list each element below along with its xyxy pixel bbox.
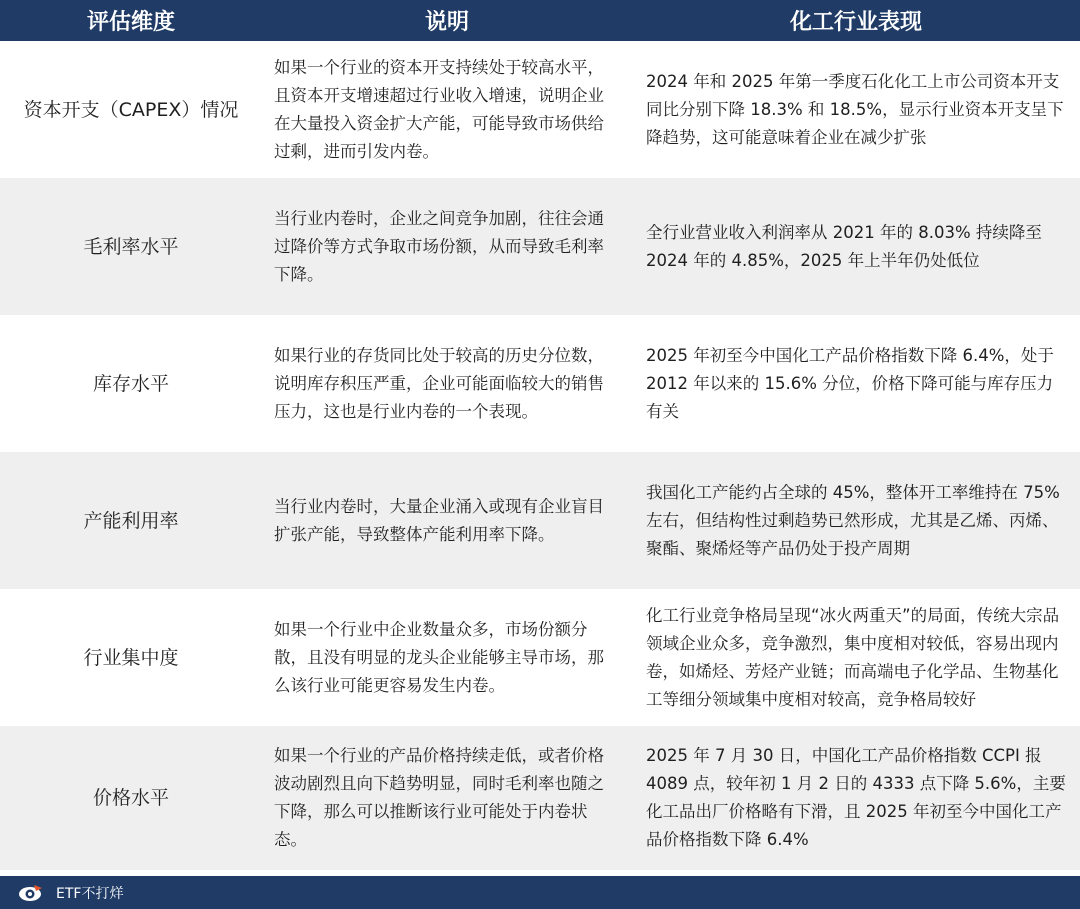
footer-bar <box>0 876 1080 909</box>
performance-cell <box>632 726 1080 870</box>
performance-cell <box>632 589 1080 726</box>
dimension-text: 资本开支（CAPEX）情况 <box>23 98 239 121</box>
header-dimension: 评估维度 <box>86 10 175 35</box>
table-row <box>0 41 1080 178</box>
description-cell <box>262 315 632 452</box>
description-text: 如果一个行业中企业数量众多，市场份额分散，且没有明显的龙头企业能够主导市场，那么该行业可能更容易发生内卷。 <box>274 619 604 695</box>
header-description: 说明 <box>424 10 469 35</box>
performance-text: 全行业营业收入利润率从 2021 年的 8.03% 持续降至 2024 年的 4.85%，2025 年上半年仍处低位 <box>646 222 1042 270</box>
performance-text: 2024 年和 2025 年第一季度石化化工上市公司资本开支同比分别下降 18.3% 和 18.5%，显示行业资本开支呈下降趋势，这可能意味着企业在减少扩张 <box>646 71 1064 147</box>
dimension-cell <box>0 452 262 589</box>
dimension-cell <box>0 41 262 178</box>
description-cell <box>262 41 632 178</box>
performance-cell <box>632 315 1080 452</box>
description-cell <box>262 726 632 870</box>
dimension-text: 毛利率水平 <box>83 235 179 258</box>
table-header-row <box>0 0 1080 41</box>
eye-logo-icon <box>16 881 46 905</box>
table-row <box>0 178 1080 315</box>
table-row <box>0 452 1080 589</box>
performance-text: 我国化工产能约占全球的 45%，整体开工率维持在 75% 左右，但结构性过剩趋势已然形成，尤其是乙烯、丙烯、聚酯、聚烯烃等产品仍处于投产周期 <box>646 482 1060 558</box>
performance-cell <box>632 41 1080 178</box>
performance-cell <box>632 178 1080 315</box>
table-row <box>0 315 1080 452</box>
brand-name: ETF不打烊 <box>56 885 124 902</box>
description-text: 当行业内卷时，大量企业涌入或现有企业盲目扩张产能，导致整体产能利用率下降。 <box>274 496 604 544</box>
description-cell <box>262 452 632 589</box>
dimension-text: 产能利用率 <box>83 509 179 532</box>
dimension-text: 库存水平 <box>92 372 169 395</box>
table-row <box>0 726 1080 870</box>
performance-cell <box>632 452 1080 589</box>
description-text: 如果一个行业的产品价格持续走低，或者价格波动剧烈且向下趋势明显，同时毛利率也随之下降，那么可以推断该行业可能处于内卷状态。 <box>274 746 604 849</box>
description-cell <box>262 589 632 726</box>
table-row <box>0 589 1080 726</box>
table-body <box>0 41 1080 870</box>
description-cell <box>262 178 632 315</box>
dimension-cell <box>0 589 262 726</box>
dimension-text: 价格水平 <box>92 787 169 809</box>
dimension-cell <box>0 315 262 452</box>
dimension-cell <box>0 726 262 870</box>
performance-text: 2025 年初至今中国化工产品价格指数下降 6.4%，处于 2012 年以来的 15.6% 分位，价格下降可能与库存压力有关 <box>646 345 1054 421</box>
description-text: 如果一个行业的资本开支持续处于较高水平，且资本开支增速超过行业收入增速，说明企业在大量投入资金扩大产能，可能导致市场供给过剩，进而引发内卷。 <box>274 57 604 161</box>
description-text: 如果行业的存货同比处于较高的历史分位数，说明库存积压严重，企业可能面临较大的销售压力，这也是行业内卷的一个表现。 <box>274 345 604 421</box>
performance-text: 2025 年 7 月 30 日，中国化工产品价格指数 CCPI 报 4089 点，较年初 1 月 2 日的 4333 点下降 5.6%，主要化工品出厂价格略有下滑，且 2025 年初至今中国化工产品价格指数下降 6.4% <box>646 746 1066 849</box>
description-text: 当行业内卷时，企业之间竞争加剧，往往会通过降价等方式争取市场份额，从而导致毛利率下降。 <box>274 208 604 284</box>
dimension-text: 行业集中度 <box>83 646 179 669</box>
dimension-cell <box>0 178 262 315</box>
header-performance: 化工行业表现 <box>789 10 922 35</box>
performance-text: 化工行业竞争格局呈现“冰火两重天”的局面，传统大宗品领域企业众多，竞争激烈，集中度相对较低，容易出现内卷，如烯烃、芳烃产业链；而高端电子化学品、生物基化工等细分领域集中度相对较高，竞争格局较好 <box>646 605 1060 709</box>
